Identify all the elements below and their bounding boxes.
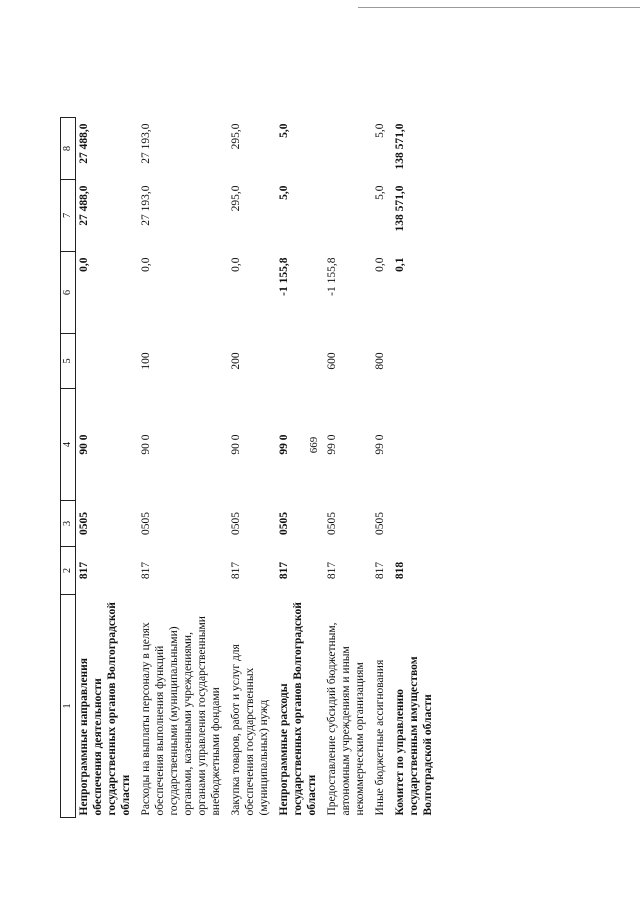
cell-admin-code: 817 [374,561,387,580]
row-name: Непрограммные расходы государственных органов Волгоградской области [278,602,319,816]
cell-expense-type [276,334,324,389]
cell-total: 5,0 [278,123,291,138]
cell-amount: 5,0 [278,185,291,200]
col-header: 6 [61,252,76,334]
cell-amount: 27 488,0 [78,185,90,226]
cell-expense-type: 100 [140,352,153,370]
cell-admin-code: 817 [78,561,90,580]
cell-change: 0,0 [374,257,387,272]
cell-expense-type: 600 [326,352,339,370]
cell-amount: 5,0 [374,185,387,200]
cell-target-code: 90 0 [230,434,243,455]
cell-change: 0,1 [394,257,407,272]
cell-expense-type [392,334,440,389]
row-name: Иные бюджетные ассигнования [374,659,387,816]
cell-section-code: 0505 [326,512,339,535]
cell-amount [324,180,372,252]
budget-table-rotated [60,118,580,818]
budget-table [60,117,440,818]
row-name: Комитет по управлению государственным имуществом Волгоградской области [394,656,435,816]
table-row [276,118,324,818]
col-header: 8 [61,118,76,180]
cell-change: 0,0 [230,257,243,272]
cell-target-code: 90 0 [78,434,90,455]
col-header: 2 [61,547,76,595]
col-header: 1 [61,595,76,818]
cell-section-code: 0505 [78,512,90,535]
cell-target-code: 99 0 [278,434,291,455]
cell-target-code: 99 0 [374,434,387,455]
cell-admin-code: 817 [278,561,291,580]
cell-total: 295,0 [230,123,243,150]
cell-admin-code: 817 [140,561,153,580]
cell-change: -1 155,8 [278,257,291,296]
row-name: Предоставление субсидий бюджетным, автономным учреждениям и иным некоммерческим организациям [326,622,367,816]
cell-admin-code: 818 [394,561,407,580]
cell-admin-code: 817 [326,561,339,580]
cell-expense-type: 800 [374,352,387,370]
cell-change: 0,0 [78,257,90,272]
page-number: 669 [308,436,320,454]
cell-total: 27 488,0 [78,123,90,164]
cell-total: 138 571,0 [394,123,407,170]
table-header-row [61,118,76,818]
col-header: 4 [61,389,76,501]
cell-change: -1 155,8 [326,257,339,296]
col-header: 7 [61,180,76,252]
cell-target-code [392,389,440,501]
cell-section-code: 0505 [374,512,387,535]
row-name: Закупка товаров, работ и услуг для обеспечения государственных (муниципальных) нужд [230,644,271,816]
table-row [372,118,392,818]
col-header: 5 [61,334,76,389]
cell-amount: 27 193,0 [140,185,153,226]
cell-section-code: 0505 [278,512,291,535]
cell-expense-type: 200 [230,352,243,370]
col-header: 3 [61,501,76,547]
row-name: Расходы на выплаты персоналу в целях обеспечения выполнения функций государственными (муниципальными) органами, казенными учреждениями, органами управления государственными внебюджетными фондами [140,616,223,816]
top-rule [358,7,640,8]
cell-target-code: 90 0 [140,434,153,455]
cell-amount: 295,0 [230,185,243,212]
table-row [324,118,372,818]
cell-target-code: 99 0 [326,434,339,455]
table-row [138,118,228,818]
cell-expense-type [76,334,139,389]
cell-amount: 138 571,0 [394,185,407,232]
cell-section-code [392,501,440,547]
cell-total: 5,0 [374,123,387,138]
table-row [76,118,139,818]
cell-section-code: 0505 [140,512,153,535]
cell-total: 27 193,0 [140,123,153,164]
cell-total [324,118,372,180]
row-name: Непрограммные направления обеспечения деятельности государственных органов Волгоградской области [78,602,133,816]
table-row [392,118,440,818]
cell-section-code: 0505 [230,512,243,535]
cell-change: 0,0 [140,257,153,272]
cell-admin-code: 817 [230,561,243,580]
table-row [228,118,276,818]
